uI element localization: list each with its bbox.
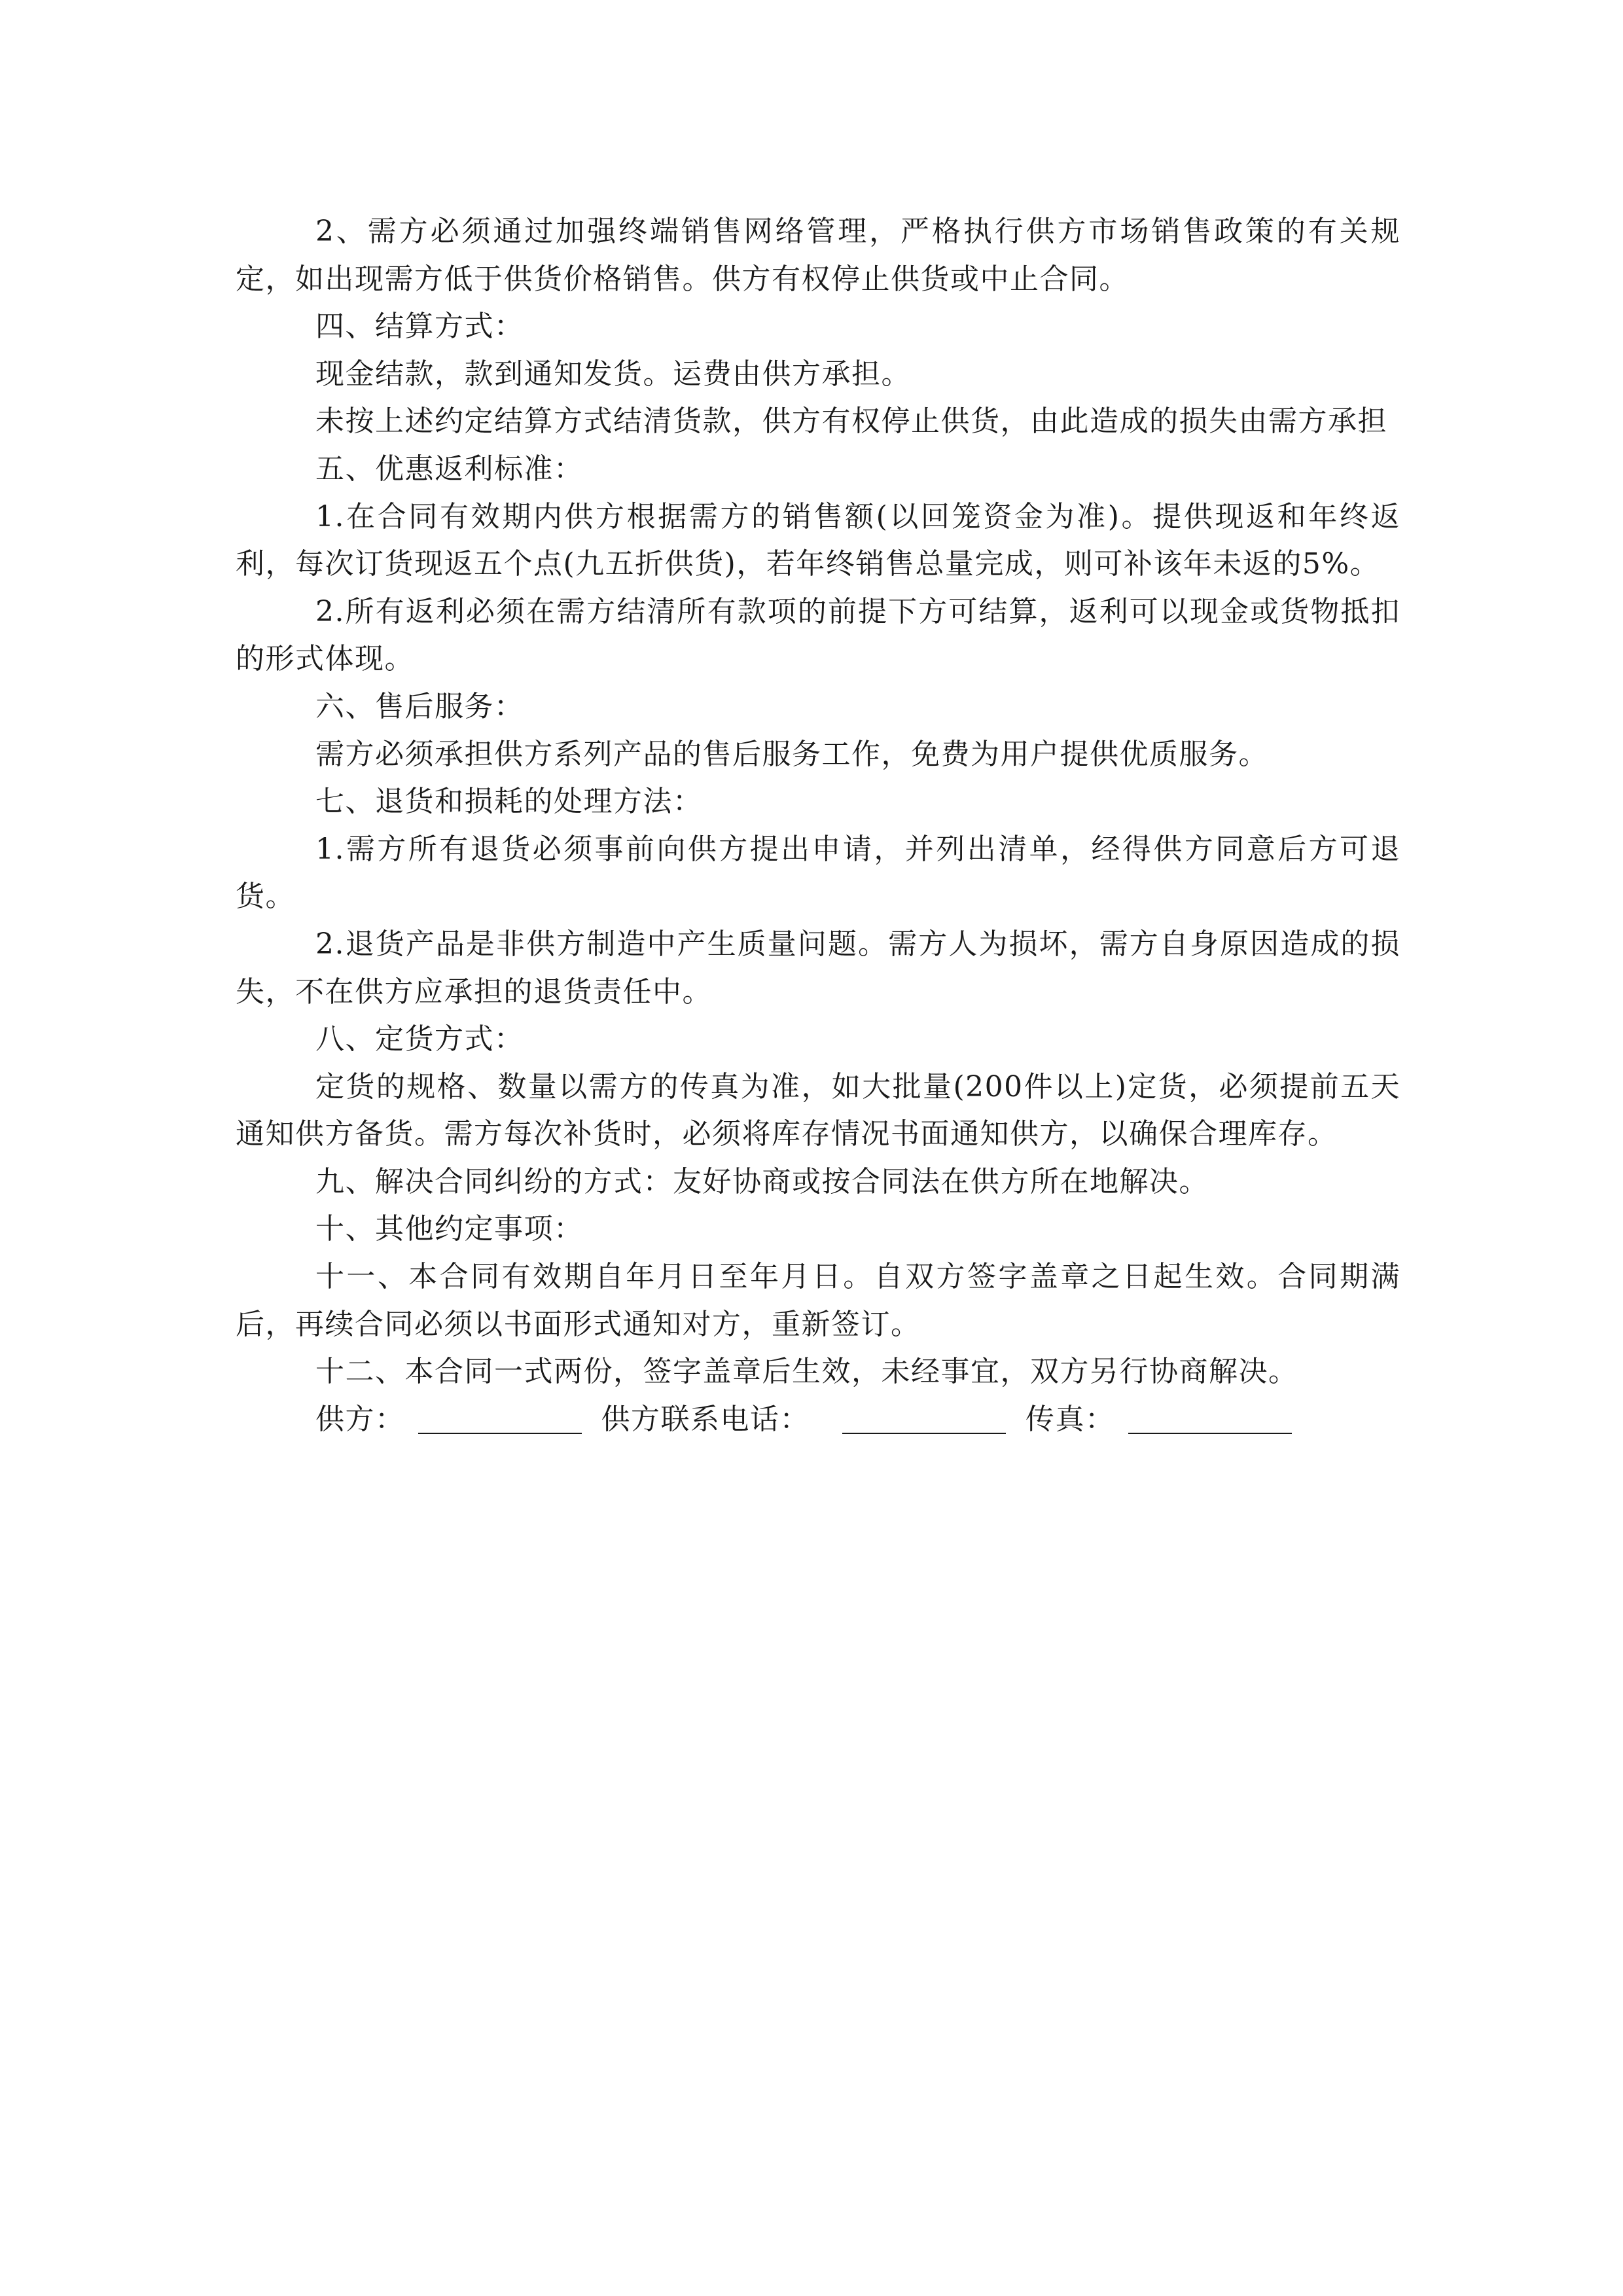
phone-blank[interactable]: [842, 1433, 1006, 1434]
settlement-cash: 现金结款，款到通知发货。运费由供方承担。: [315, 357, 911, 391]
validity-clause: 十一、本合同有效期自年月日至年月日。自双方签字盖章之日起生效。合同期满后，再续合同必须以书面形式通知对方，重新签订。: [236, 1260, 1400, 1341]
supplier-label: 供方：: [315, 1402, 405, 1436]
supplier-blank[interactable]: [418, 1433, 582, 1434]
heading-returns: 七、退货和损耗的处理方法：: [315, 785, 703, 819]
settlement-penalty: 未按上述约定结算方式结清货款，供方有权停止供货，由此造成的损失由需方承担: [315, 404, 1387, 439]
signature-line: [236, 1396, 1400, 1444]
returns-clause-1: 1.需方所有退货必须事前向供方提出申请，并列出清单，经得供方同意后方可退货。: [236, 832, 1400, 914]
heading-settlement: 四、结算方式：: [315, 310, 524, 344]
phone-label: 供方联系电话：: [601, 1402, 810, 1436]
fax-label: 传真：: [1026, 1402, 1115, 1436]
heading-other: 十、其他约定事项：: [315, 1212, 584, 1246]
rebate-clause-1: 1.在合同有效期内供方根据需方的销售额(以回笼资金为准)。提供现返和年终返利，每次订货现返五个点(九五折供货)，若年终销售总量完成，则可补该年未返的5%。: [236, 499, 1400, 581]
fax-blank[interactable]: [1128, 1433, 1292, 1434]
rebate-clause-2: 2.所有返利必须在需方结清所有款项的前提下方可结算，返利可以现金或货物抵扣的形式体现。: [236, 594, 1400, 676]
heading-after-sales: 六、售后服务：: [315, 689, 524, 723]
heading-rebate: 五、优惠返利标准：: [315, 452, 584, 486]
returns-clause-2: 2.退货产品是非供方制造中产生质量问题。需方人为损坏，需方自身原因造成的损失，不在供方应承担的退货责任中。: [236, 927, 1400, 1009]
clause-3-2: 2、需方必须通过加强终端销售网络管理，严格执行供方市场销售政策的有关规定，如出现需方低于供货价格销售。供方有权停止供货或中止合同。: [236, 215, 1400, 296]
copies-clause: 十二、本合同一式两份，签字盖章后生效，未经事宜，双方另行协商解决。: [315, 1355, 1298, 1389]
ordering-clause: 定货的规格、数量以需方的传真为准，如大批量(200件以上)定货，必须提前五天通知供方备货。需方每次补货时，必须将库存情况书面通知供方，以确保合理库存。: [236, 1069, 1400, 1151]
heading-ordering: 八、定货方式：: [315, 1022, 524, 1056]
dispute-clause: 九、解决合同纠纷的方式：友好协商或按合同法在供方所在地解决。: [315, 1164, 1209, 1198]
after-sales-clause: 需方必须承担供方系列产品的售后服务工作，免费为用户提供优质服务。: [315, 737, 1268, 771]
contract-body: [236, 208, 1400, 1443]
